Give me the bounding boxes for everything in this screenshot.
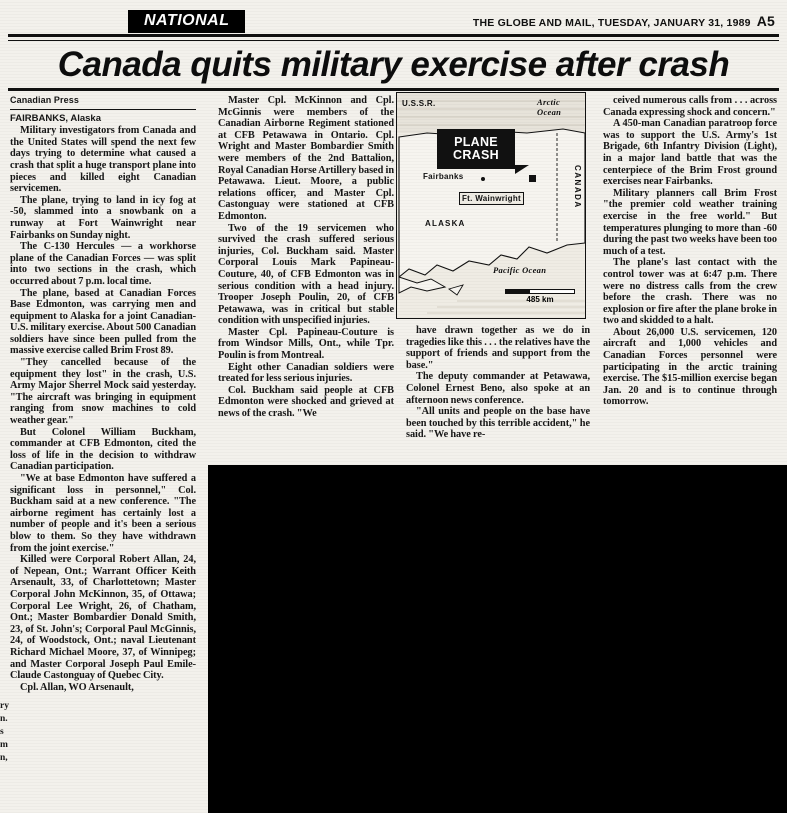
article-columns: [10, 95, 777, 693]
page-title: Canada quits military exercise after crash: [57, 45, 730, 84]
locator-map: [396, 92, 586, 319]
paragraph: Master Cpl. Papineau-Couture is from Windsor Mills, Ont., while Tpr. Poulin is from Montreal.: [218, 326, 394, 362]
callout-line-1: PLANE: [454, 135, 498, 149]
paragraph: Cpl. Allan, WO Arsenault,: [20, 681, 134, 693]
map-label-arctic-ocean-2: Ocean: [537, 107, 562, 117]
paragraph: But Colonel William Buckham, commander at CFB Edmonton, cited the loss of life in the decision to withdraw Canadian participation.: [10, 426, 196, 473]
margin-fragment: n,: [0, 753, 8, 763]
map-coastlines: [397, 93, 586, 319]
column-4: [603, 95, 777, 408]
paragraph: The plane's last contact with the control tower was at 6:47 p.m. There were no distress calls from the crew before the crash. There was no explosion or fire after the plane broke in two and skidded to a halt.: [603, 257, 777, 327]
scale-bar-graphic: [505, 289, 575, 294]
margin-fragment: s: [0, 727, 4, 737]
scale-bar-label: 485 km: [526, 295, 554, 304]
byline: Canadian Press: [10, 95, 79, 105]
map-label-canada: CANADA: [573, 165, 582, 209]
paragraph: Two of the 19 servicemen who survived the crash suffered serious injuries, Col. Buckham said. Master Corporal Louis Mark Papineau- Couture, 40, of CFB Edmonton was in serious condition with a head injury. Trooper Joseph Poulin, 20, of CFB Petawawa, was in critical but stable condition with unspecified injuries.: [218, 222, 394, 327]
map-label-pacific-ocean: Pacific Ocean: [493, 265, 547, 275]
blank-region: [208, 465, 787, 813]
map-scale-bar: [505, 289, 575, 304]
margin-fragment: n.: [0, 714, 8, 724]
column-1: [10, 95, 196, 693]
paragraph: Eight other Canadian soldiers were treated for less serious injuries.: [218, 361, 394, 385]
paragraph: ceived numerous calls from . . . across Canada expressing shock and concern.": [603, 95, 777, 118]
publication-line-group: [473, 13, 779, 29]
map-label-arctic-ocean-1: Arctic: [537, 97, 561, 107]
paragraph: "They cancelled because of the equipment they lost" in the crash, U.S. Army Major Sherrel Mock said yesterday. "The aircraft was bringing in equipment ranging from snow machines to cold weather gear.": [10, 357, 196, 427]
paragraph: Military planners call Brim Frost "the premier cold weather training exercise in the free world." But temperatures plunging to more than -60 during the past two weeks have been too much of a test.: [603, 187, 777, 257]
paragraph: Col. Buckham said people at CFB Edmonton were shocked and grieved at news of the crash. "We: [218, 384, 394, 420]
map-label-alaska: ALASKA: [425, 219, 466, 228]
paragraph: The deputy commander at Petawawa, Colonel Ernest Beno, also spoke at an afternoon news conference.: [406, 371, 590, 406]
map-label-ussr: U.S.S.R.: [402, 99, 436, 108]
map-label-fort-wainwright: Ft. Wainwright: [459, 192, 524, 205]
base-marker-icon: [529, 175, 536, 182]
paragraph: The C-130 Hercules — a workhorse plane of the Canadian Forces — was split into two sections in the crash, which occurred about 7 p.m. local time.: [10, 241, 196, 287]
publication-line: THE GLOBE AND MAIL, TUESDAY, JANUARY 31, 1989: [472, 17, 751, 29]
paragraph: Military investigators from Canada and the United States will spend the next few days trying to determine what caused a crash that split a huge transport plane into pieces and killed eight Canadian servicemen.: [10, 125, 196, 195]
paragraph: The plane, based at Canadian Forces Base Edmonton, was carrying men and equipment to Alaska for a joint Canadian-U.S. military exercise. About 500 Canadian soldiers have since been pulled from the massive exercise called Brim Frost 89.: [10, 287, 196, 357]
page-number: A5: [756, 13, 775, 29]
dateline: FAIRBANKS, Alaska: [10, 112, 101, 124]
section-label: NATIONAL: [128, 10, 245, 33]
byline-rule: [10, 109, 196, 110]
paragraph: have drawn together as we do in tragedies like this . . . the relatives have the support of friends and support from the base.": [406, 325, 590, 371]
paragraph: The plane, trying to land in icy fog at -50, slammed into a snowbank on a runway at Fort Wainwright near Fairbanks on Sunday night.: [10, 194, 196, 241]
paragraph: "We at base Edmonton have suffered a significant loss in personnel," Col. Buckham said at a new conference. "The airborne regiment has certainly lost a number of people and it's been a serious blow to them. So they have withdrawn from the joint exercise.": [10, 473, 196, 554]
margin-fragment: ry: [0, 701, 9, 711]
callout-pointer-icon: [515, 165, 529, 174]
paragraph: Master Cpl. McKinnon and Cpl. McGinnis were members of the Canadian Airborne Regiment stationed at CFB Petawawa in Ontario. Cpl. Wright and Master Bombardier Smith were members of the 2nd Battalion, Royal Canadian Horse Artillery based in Petawawa. Lieut. Moore, a public relations officer, and Master Cpl. Castonguay were stationed at CFB Edmonton.: [218, 95, 394, 222]
masthead: [8, 8, 779, 34]
plane-crash-callout: [437, 129, 515, 169]
city-dot-icon: [481, 177, 485, 181]
rule-under-headline: [8, 88, 779, 91]
column-2: [218, 95, 394, 420]
paragraph: About 26,000 U.S. servicemen, 120 aircraft and 1,000 vehicles and Canadian Forces personnel were participating in the arctic training exercise. The $15-million exercise began Jan. 20 and is to continue through tomorrow.: [603, 326, 777, 408]
rule-thin-upper: [8, 40, 779, 41]
paragraph: Killed were Corporal Robert Allan, 24, of Nepean, Ont.; Warrant Officer Keith Arsenault, 33, of Charlottetown; Master Corporal John McKinnon, 35, of Ottawa; Corporal Lee Wright, 26, of Chatham, Ont.; Master Bombardier Donald Smith, 23, of St. John's; Corporal Paul McGinnis, 24, of Woodstock, Ont.; naval Lieutenant Richard Michael Moore, 37, of Winnipeg; and Master Corporal Joseph Paul Emile-Claude Castonguay of Quebec City.: [10, 554, 196, 682]
column-3: [406, 325, 590, 441]
margin-fragment: m: [0, 740, 8, 750]
margin-fragments: [0, 700, 14, 765]
rule-under-masthead: [8, 34, 779, 37]
paragraph: "All units and people on the base have been touched by this terrible accident," he said. "We have re-: [406, 406, 590, 441]
map-label-fairbanks: Fairbanks: [423, 172, 464, 181]
callout-line-2: CRASH: [453, 148, 499, 162]
paragraph: A 450-man Canadian paratroop force was to support the U.S. Army's 1st Brigade, 6th Infantry Division (Light), in a major land battle that was the centerpiece of the Brim Frost ground exercises near Fairbanks.: [603, 118, 777, 188]
